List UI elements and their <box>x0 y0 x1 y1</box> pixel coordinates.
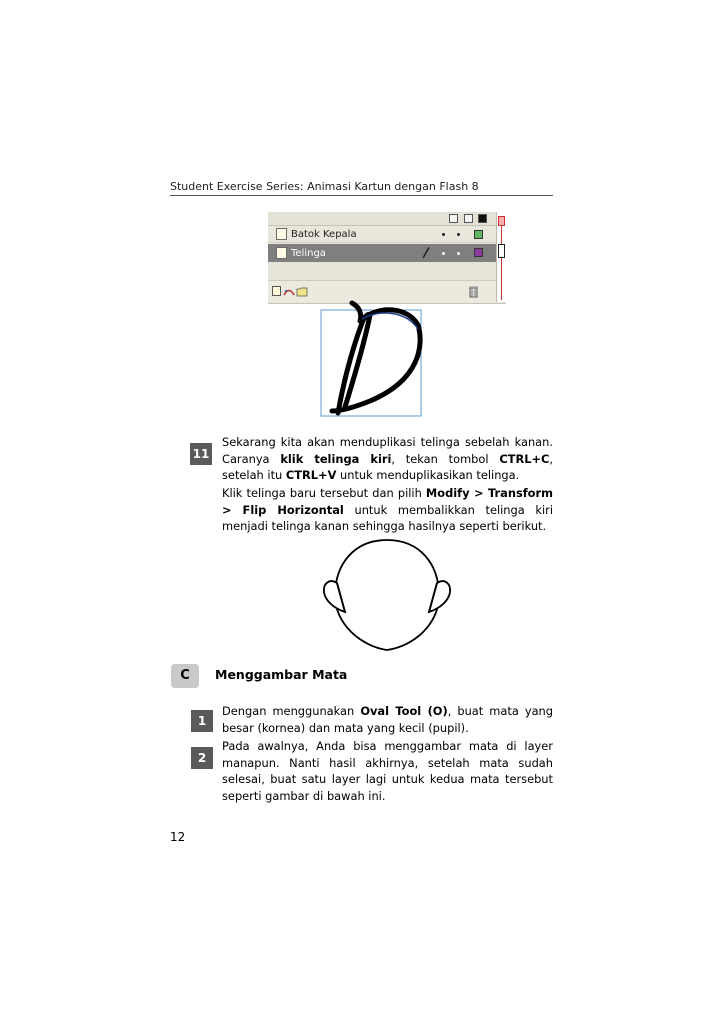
layer-icon <box>276 228 287 240</box>
pencil-icon <box>421 247 431 259</box>
section-title: Menggambar Mata <box>215 667 348 682</box>
lock-toggle-icon[interactable] <box>464 214 473 223</box>
text-segment: , buat mata yang besar (kornea) dan mata yang kecil (pupil). <box>222 704 554 735</box>
step-number-badge: 11 <box>190 443 212 465</box>
layer-icon <box>276 247 287 259</box>
ear-illustration <box>310 295 440 425</box>
playhead-line <box>501 226 502 300</box>
add-motion-guide-icon[interactable] <box>283 286 295 297</box>
running-header: Student Exercise Series: Animasi Kartun dengan Flash 8 <box>170 180 479 193</box>
keyframe[interactable] <box>498 244 505 258</box>
insert-folder-icon[interactable] <box>296 286 308 297</box>
text-segment: untuk menduplikasikan telinga. <box>336 468 520 482</box>
layer-name: Batok Kepala <box>291 229 357 240</box>
page-number: 12 <box>170 830 186 844</box>
bold-text: Modify > Transform > Flip Horizontal <box>222 486 553 517</box>
layer-name: Telinga <box>291 248 326 259</box>
outline-toggle-icon[interactable] <box>449 214 458 223</box>
frames-strip[interactable] <box>496 212 506 302</box>
outline-color-swatch[interactable] <box>474 230 483 239</box>
head-with-ears-illustration <box>315 538 460 656</box>
section-step-1-paragraph <box>222 703 553 736</box>
visibility-dot[interactable] <box>442 252 445 255</box>
text-segment: , setelah itu <box>222 451 553 482</box>
text-segment: untuk membalikkan telinga kiri menjadi telinga kanan sehingga hasilnya seperti berikut. <box>222 502 553 533</box>
outline-all-icon[interactable] <box>478 214 487 223</box>
text-segment: Pada awalnya, Anda bisa menggambar mata di layer manapun. Nanti hasil akhirnya, setelah mata sudah selesai, buat satu layer lagi untuk kedua mata tersebut seperti gambar di bawah ini. <box>222 739 553 803</box>
section-marker: C <box>171 664 199 688</box>
bold-text: CTRL+C <box>499 451 550 466</box>
step-11-paragraph-1 <box>222 434 553 484</box>
section-step-2-paragraph <box>222 738 553 804</box>
timeline-header <box>268 212 496 226</box>
header-rule <box>170 195 553 196</box>
text-segment: , tekan tombol <box>391 451 500 466</box>
text-segment: Sekarang kita akan menduplikasi telinga sebelah kanan. Caranya <box>222 435 553 466</box>
layer-row-telinga[interactable] <box>268 244 496 262</box>
insert-layer-icon[interactable] <box>272 286 281 296</box>
bold-text: Oval Tool (O) <box>360 704 448 718</box>
visibility-dot[interactable] <box>442 233 445 236</box>
bold-text: klik telinga kiri <box>280 451 392 466</box>
step-number-badge: 2 <box>191 747 213 769</box>
text-segment: Dengan menggunakan <box>222 704 361 718</box>
delete-layer-icon[interactable] <box>468 285 479 298</box>
bold-text: CTRL+V <box>285 468 337 482</box>
playhead[interactable] <box>498 216 505 226</box>
lock-dot[interactable] <box>457 252 460 255</box>
outline-color-swatch[interactable] <box>474 248 483 257</box>
lock-dot[interactable] <box>457 233 460 236</box>
step-11-paragraph-2 <box>222 485 553 535</box>
layer-row-batok-kepala[interactable] <box>268 226 496 243</box>
text-segment: Klik telinga baru tersebut dan pilih <box>222 486 426 500</box>
empty-layer-area <box>268 262 496 280</box>
step-number-badge: 1 <box>191 710 213 732</box>
